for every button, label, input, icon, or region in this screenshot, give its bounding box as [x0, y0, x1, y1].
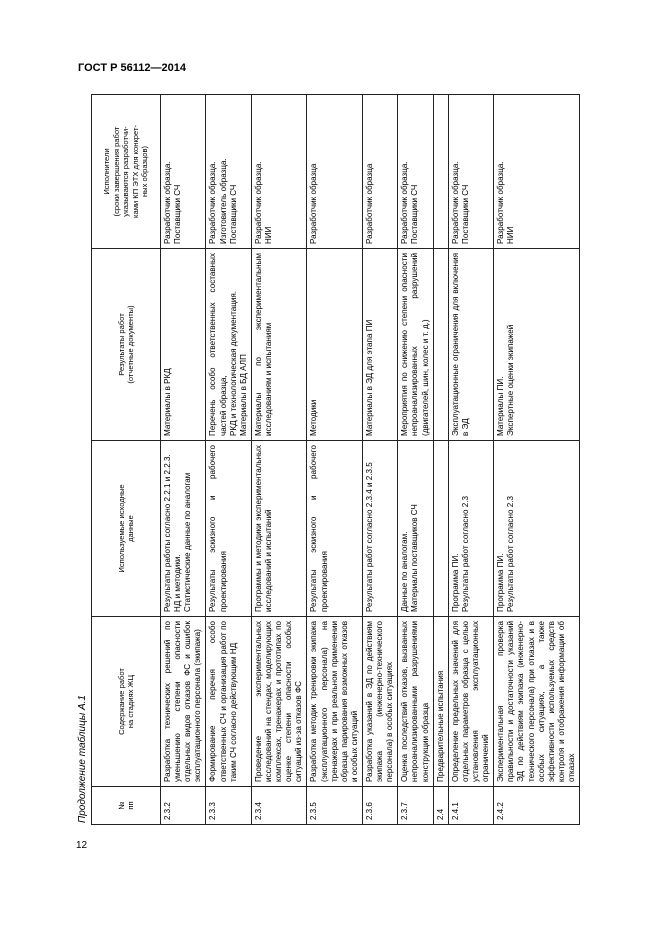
cell-number: 2.3.3 [206, 787, 251, 825]
table-row [448, 95, 493, 825]
cell-result: Материалы ПИ. Экспертные оценки экипажей [494, 249, 580, 441]
column-header-executors: Исполнители (сроки завершения работ указываются разработчи- ками КП ЭТХ для конкрет- ных образцов) [92, 95, 161, 249]
cell-result [433, 249, 448, 441]
table-row [161, 95, 206, 825]
cell-input: Результаты работы согласно 2.2.1 и 2.2.3. НД и методики. Статистические данные по аналогам [161, 441, 206, 617]
cell-content: Разработка технических решений по уменьшению степени опасности отдельных видов отказов ФС и ошибок эксплуатационного персонала (экипажа) [161, 617, 206, 787]
table-row [251, 95, 307, 825]
table-row [494, 95, 580, 825]
table-row-section [433, 95, 448, 825]
cell-content: Проведение экспериментальных исследований на стендах, моделирующих комплексах, тренажерах и прототипах по оценке степени опасности особых ситуаций из-за отказов ФС [251, 617, 307, 787]
cell-result: Эксплуатационные ограничения для включения в ЭД [448, 249, 493, 441]
cell-number: 2.4.1 [448, 787, 493, 825]
page-number: 12 [76, 840, 88, 851]
cell-content: Экспериментальная проверка правильности и достаточности указаний ЭД по действиям экипажа (инженерно-технического персонала) при отказах и в особых ситуациях, а также эффективности используемых средств контроля и отображения информации об отказах [494, 617, 580, 787]
column-header-input: Используемые исходные данные [92, 441, 161, 617]
rotated-page-content [73, 95, 603, 825]
cell-content: Разработка методик тренировки экипажа (эксплуатационного персонала) на тренажерах и при реальном применении образца парирования возможных отказов и особых ситуаций [307, 617, 363, 787]
cell-result: Методики [307, 249, 363, 441]
cell-input: Результаты работ согласно 2.3.4 и 2.3.5 [362, 441, 397, 617]
cell-number: 2.3.6 [362, 787, 397, 825]
cell-executors [433, 95, 448, 249]
cell-executors: Разработчик образца. Поставщики СЧ [448, 95, 493, 249]
table-row [307, 95, 363, 825]
cell-executors: Разработчик образца. Изготовитель образца. Поставщики СЧ [206, 95, 251, 249]
column-header-content: Содержание работ на стадиях ЖЦ [92, 617, 161, 787]
document-header: ГОСТ Р 56112—2014 [78, 62, 186, 74]
cell-input: Данные по аналогам. Материалы поставщиков СЧ [398, 441, 433, 617]
cell-result: Материалы по экспериментальным исследованиям и испытаниям [251, 249, 307, 441]
table-row [206, 95, 251, 825]
cell-content: Оценка последствий отказов, вызванных непроанализированными разрушениями конструкции образца [398, 617, 433, 787]
table-header-row [92, 95, 161, 825]
cell-result: Материалы в РКД [161, 249, 206, 441]
column-header-result: Результаты работ (отчетные документы) [92, 249, 161, 441]
cell-executors: Разработчик образца. НИИ [251, 95, 307, 249]
cell-executors: Разработчик образца [307, 95, 363, 249]
cell-result: Мероприятия по снижению степени опасности непроанализированных разрушений (двигателей, шин, колес и т. д.) [398, 249, 433, 441]
cell-number: 2.3.7 [398, 787, 433, 825]
cell-number: 2.4.2 [494, 787, 580, 825]
cell-content: Формирование перечня особо ответственных СЧ и организация работ по таким СЧ согласно действующим НД [206, 617, 251, 787]
cell-input: Результаты эскизного и рабочего проектирования [307, 441, 363, 617]
cell-result: Материалы в ЭД для этапа ПИ [362, 249, 397, 441]
cell-result: Перечень особо ответственных составных частей образца, РКД и технологическая документация. Материалы в БД АЛП [206, 249, 251, 441]
cell-input: Программа ПИ. Результаты работ согласно 2.3 [448, 441, 493, 617]
cell-content: Определение предельных значений для отдельных параметров образца с целью установления эксплуатационных ограничений [448, 617, 493, 787]
cell-number: 2.3.2 [161, 787, 206, 825]
table-row [362, 95, 397, 825]
table-row [398, 95, 433, 825]
cell-executors: Разработчик образца. НИИ [494, 95, 580, 249]
cell-executors: Разработчик образца. Поставщики СЧ [398, 95, 433, 249]
cell-number: 2.3.4 [251, 787, 307, 825]
cell-number: 2.3.5 [307, 787, 363, 825]
cell-input: Программы и методики экспериментальных исследований и испытаний [251, 441, 307, 617]
cell-input [433, 441, 448, 617]
cell-executors: Разработчик образца. Поставщики СЧ [161, 95, 206, 249]
cell-content: Разработка указаний в ЭД по действиям экипажа (инженерно-технического персонала) в особых ситуациях [362, 617, 397, 787]
column-header-number: № пп [92, 787, 161, 825]
cell-content: Предварительные испытания [433, 617, 448, 787]
cell-number: 2.4 [433, 787, 448, 825]
requirements-table [91, 94, 580, 825]
cell-input: Программа ПИ. Результаты работ согласно 2.3 [494, 441, 580, 617]
cell-executors: Разработчик образца [362, 95, 397, 249]
table-caption: Продолжение таблицы А.1 [77, 695, 88, 823]
cell-input: Результаты эскизного и рабочего проектирования [206, 441, 251, 617]
